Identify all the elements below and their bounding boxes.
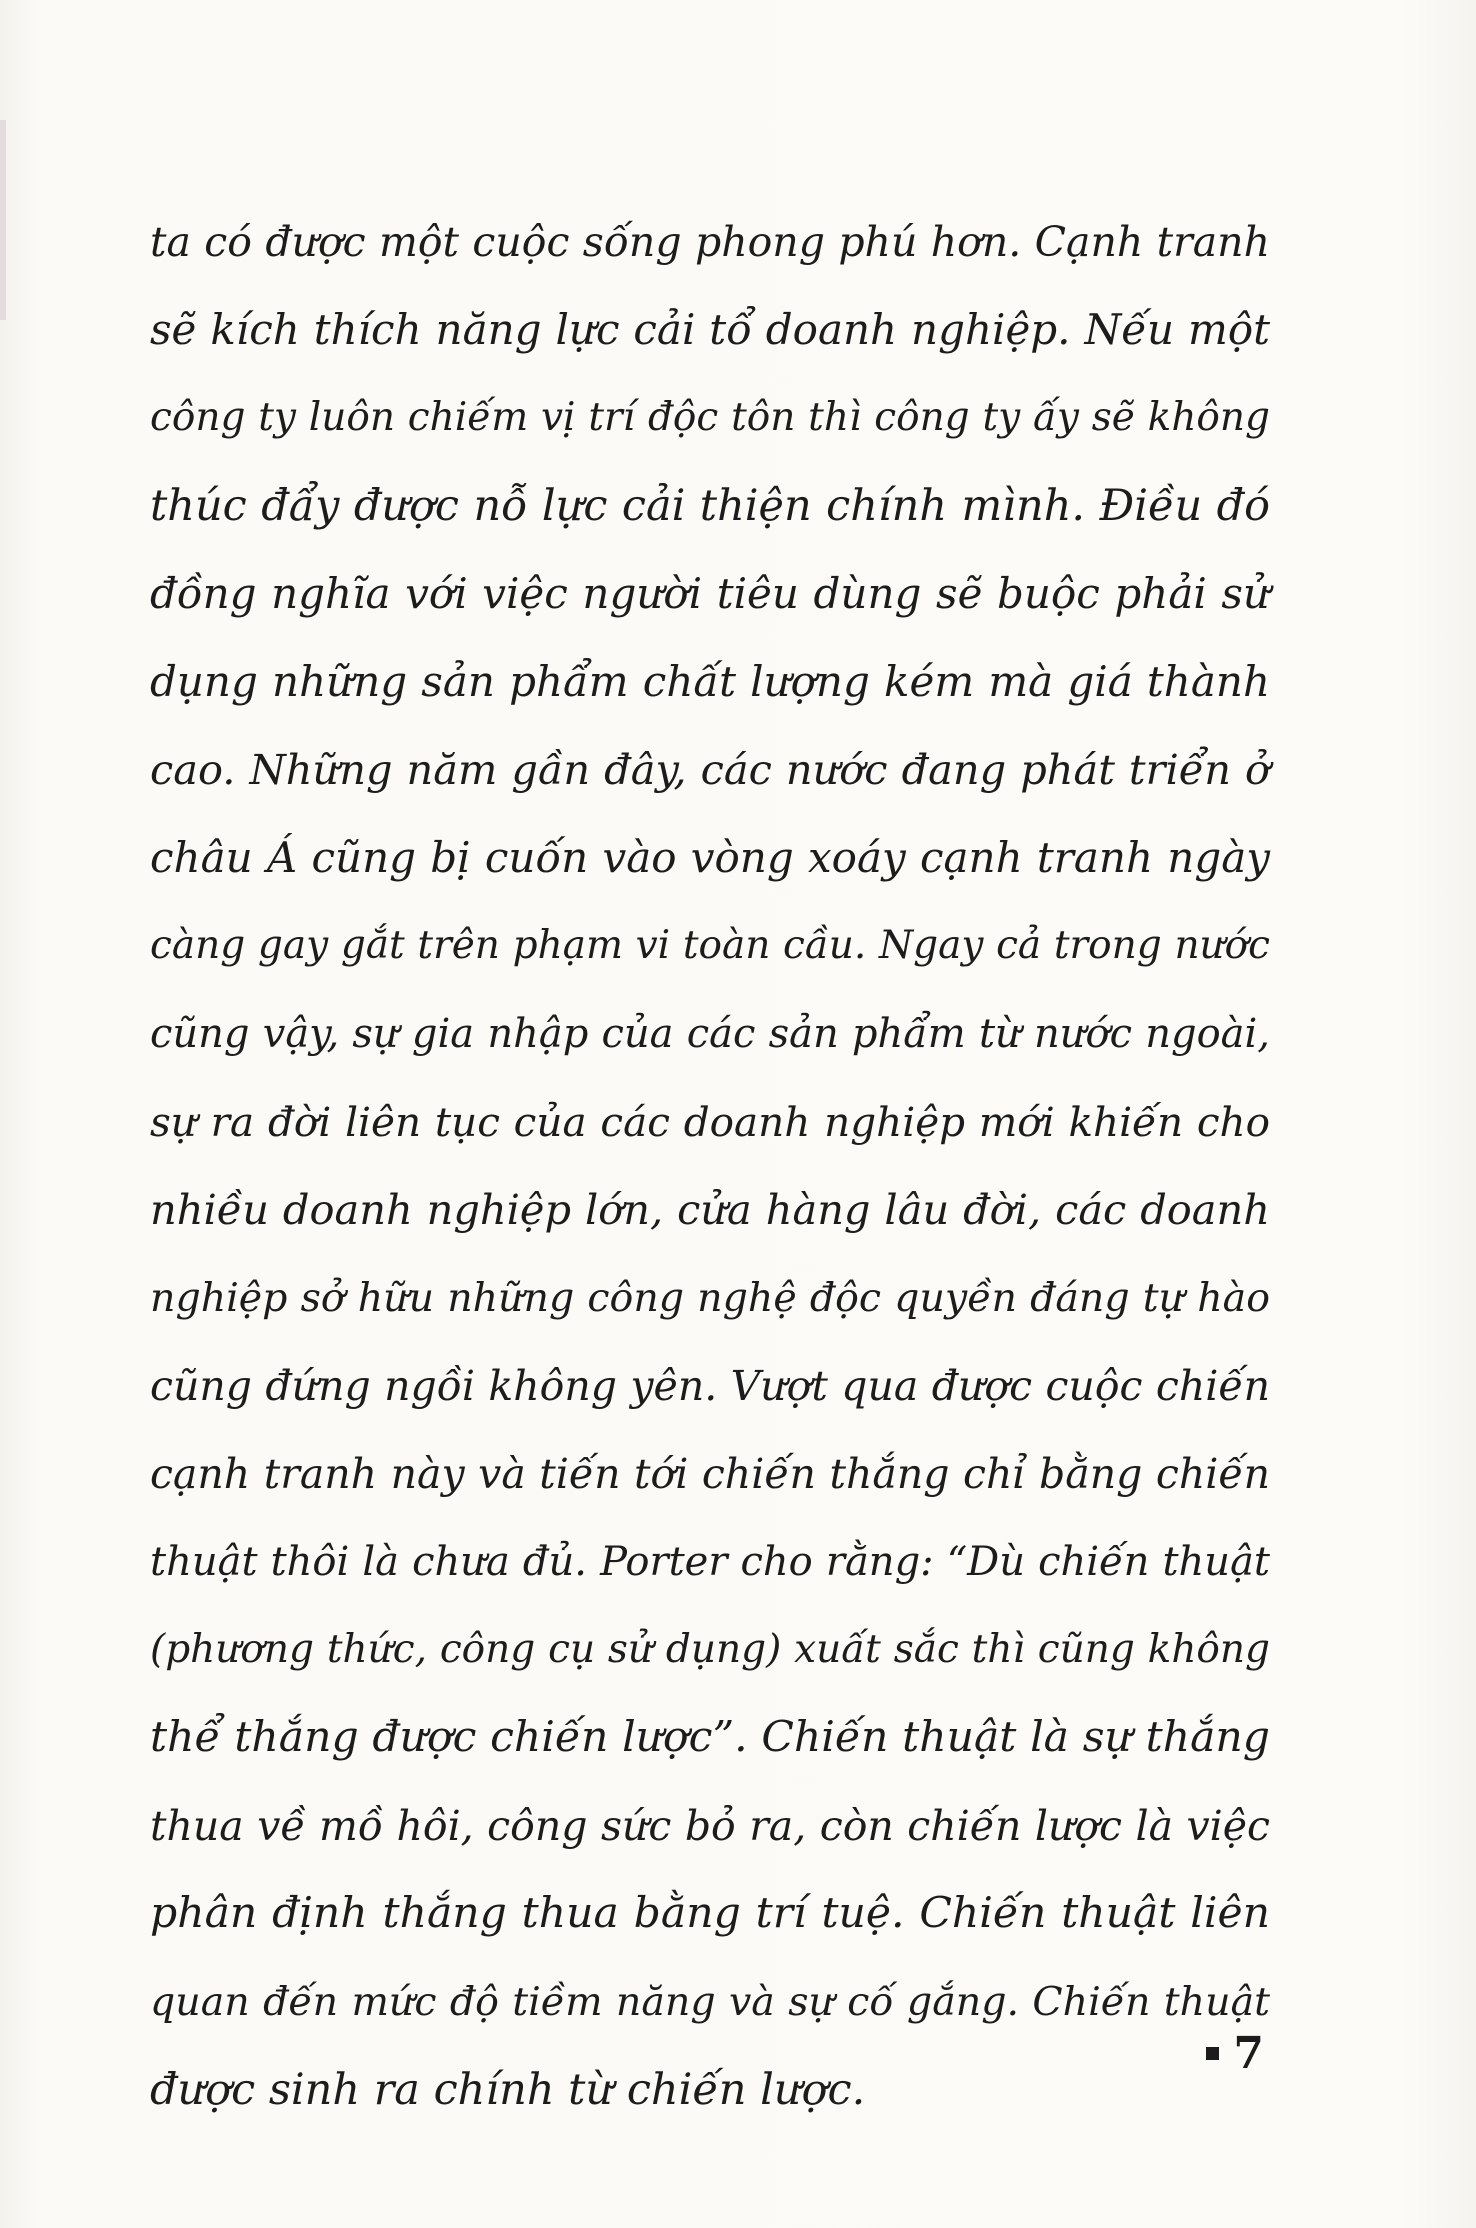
text-line: châu Á cũng bị cuốn vào vòng xoáy cạnh tranh ngày <box>150 833 1270 882</box>
page-number-value: 7 <box>1233 2028 1264 2079</box>
text-line: phân định thắng thua bằng trí tuệ. Chiến thuật liên <box>150 1889 1270 1938</box>
text-line: cạnh tranh này và tiến tới chiến thắng chỉ bằng chiến <box>150 1450 1270 1498</box>
square-bullet-icon <box>1206 2047 1219 2060</box>
page-number <box>1206 2028 1264 2079</box>
text-line: thể thắng được chiến lược”. Chiến thuật là sự thắng <box>150 1713 1270 1762</box>
text-line: nghiệp sở hữu những công nghệ độc quyền đáng tự hào <box>150 1275 1270 1321</box>
text-line: dụng những sản phẩm chất lượng kém mà giá thành <box>150 657 1270 706</box>
text-line: sẽ kích thích năng lực cải tổ doanh nghiệp. Nếu một <box>150 305 1270 354</box>
text-line: cũng đứng ngồi không yên. Vượt qua được cuộc chiến <box>150 1362 1270 1410</box>
text-line: (phương thức, công cụ sử dụng) xuất sắc thì cũng không <box>150 1627 1270 1672</box>
text-line: công ty luôn chiếm vị trí độc tôn thì công ty ấy sẽ không <box>150 395 1270 440</box>
text-line: quan đến mức độ tiềm năng và sự cố gắng. Chiến thuật <box>150 1979 1270 2025</box>
text-line: ta có được một cuộc sống phong phú hơn. Cạnh tranh <box>150 218 1270 266</box>
text-line: cũng vậy, sự gia nhập của các sản phẩm từ nước ngoài, <box>150 1011 1270 1057</box>
text-line-last: được sinh ra chính từ chiến lược. <box>150 2065 866 2115</box>
text-line: càng gay gắt trên phạm vi toàn cầu. Ngay cả trong nước <box>150 923 1270 968</box>
page-edge-shadow <box>0 120 6 320</box>
text-line: nhiều doanh nghiệp lớn, cửa hàng lâu đời, các doanh <box>150 1185 1270 1234</box>
text-line: đồng nghĩa với việc người tiêu dùng sẽ buộc phải sử <box>150 569 1270 618</box>
text-line: thuật thôi là chưa đủ. Porter cho rằng: “Dù chiến thuật <box>150 1539 1270 1585</box>
text-line: thua về mồ hôi, công sức bỏ ra, còn chiến lược là việc <box>150 1802 1270 1850</box>
text-line: cao. Những năm gần đây, các nước đang phát triển ở <box>150 745 1270 794</box>
body-text <box>150 198 1270 2134</box>
text-line: thúc đẩy được nỗ lực cải thiện chính mình. Điều đó <box>150 481 1270 531</box>
text-line: sự ra đời liên tục của các doanh nghiệp mới khiến cho <box>150 1098 1270 1146</box>
